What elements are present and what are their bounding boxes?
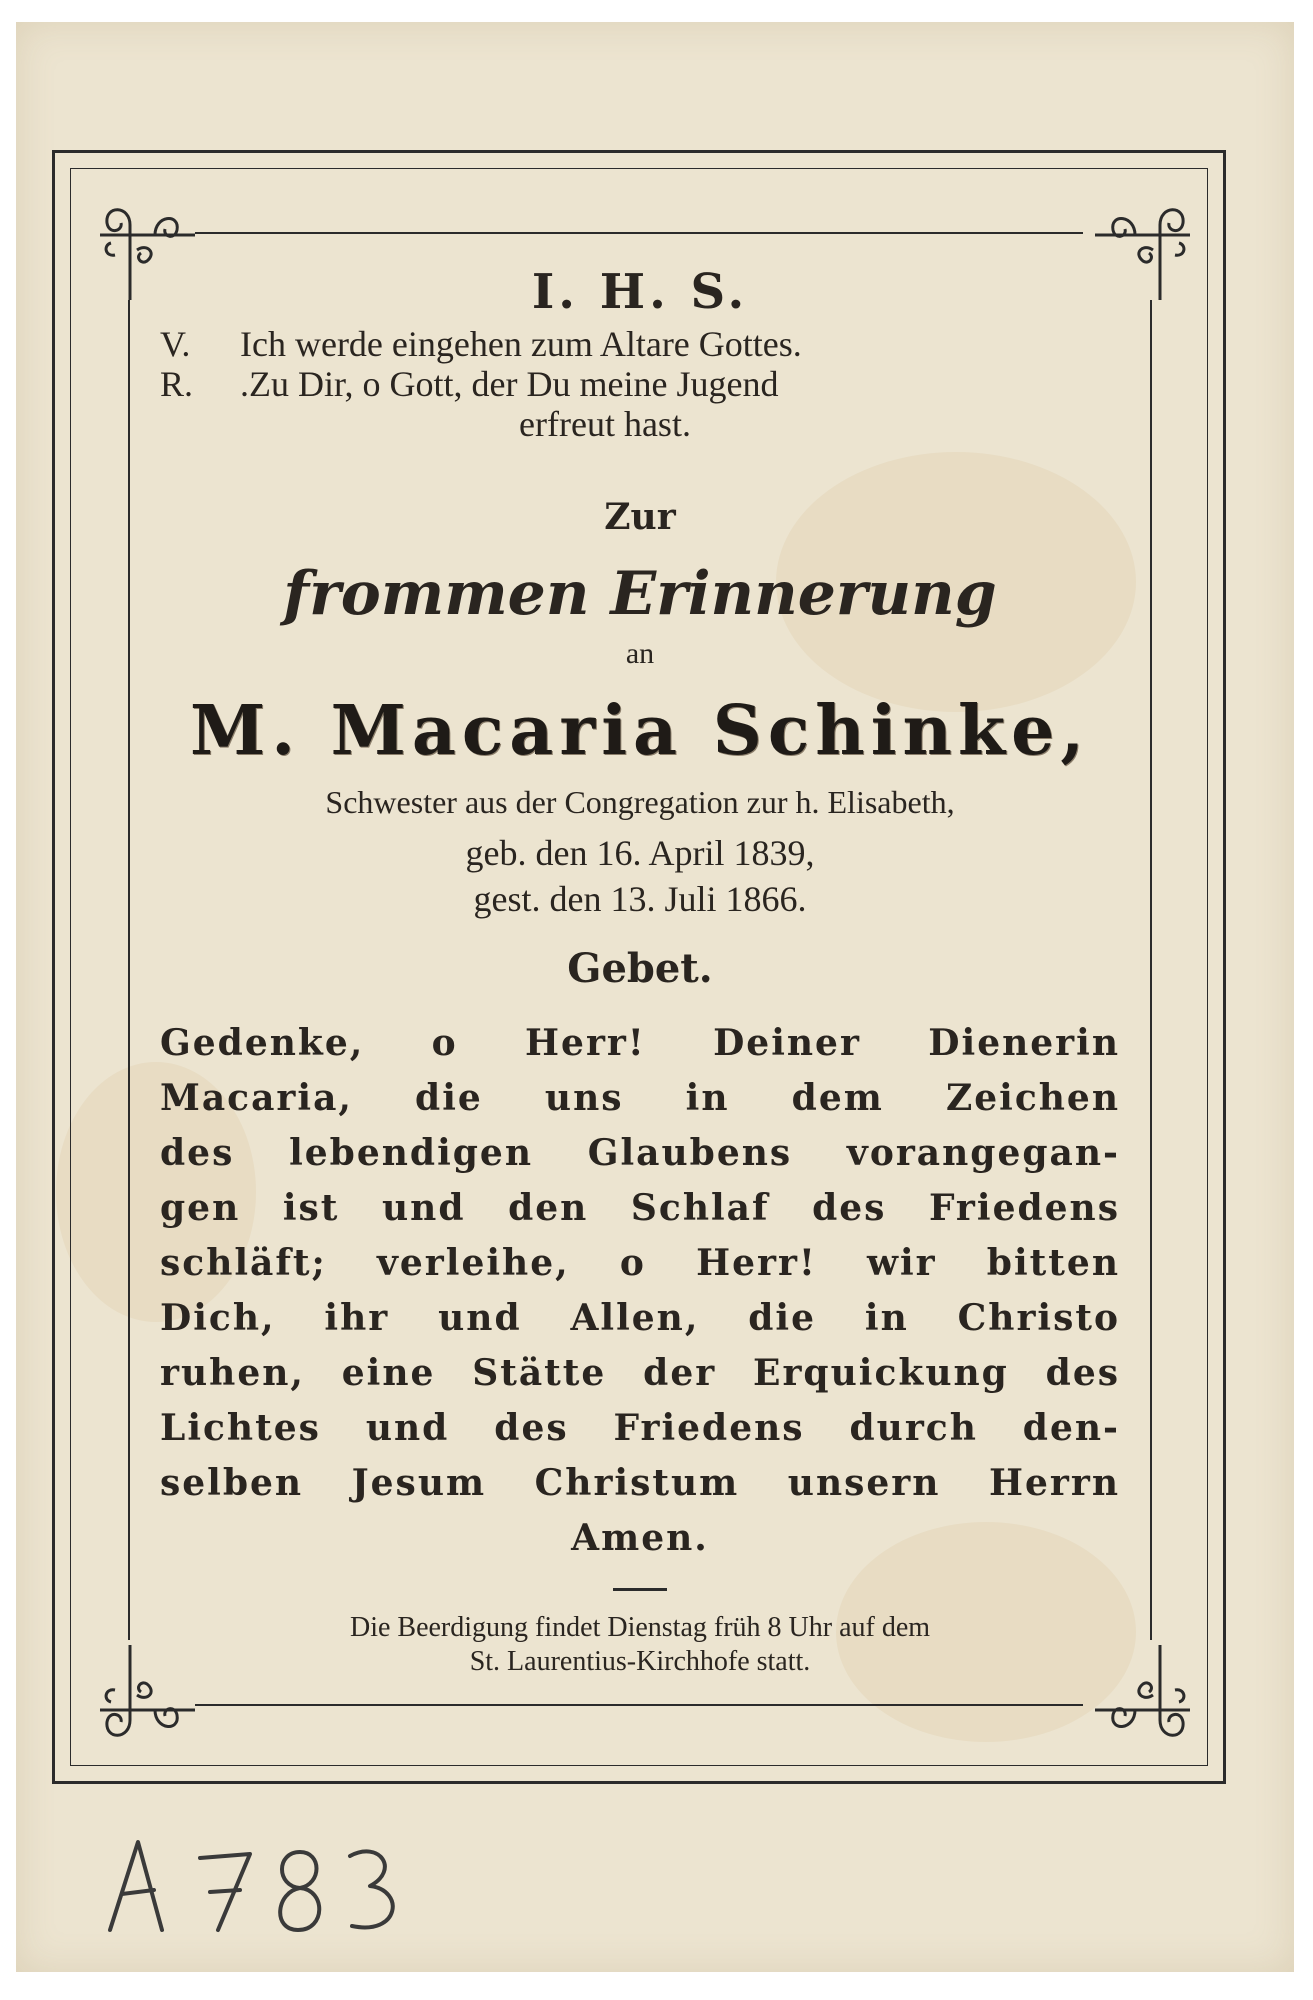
- life-dates: [160, 830, 1120, 922]
- versicle-text: Ich werde eingehen zum Altare Gottes.: [240, 324, 802, 364]
- handwritten-archive-number-icon: [100, 1830, 420, 1940]
- birth-date: geb. den 16. April 1839,: [465, 833, 815, 873]
- prayer-line: Macaria, die uns in dem Zeichen: [160, 1077, 1120, 1119]
- memorial-zur: Zur: [604, 496, 676, 538]
- versicle-line: [160, 324, 1120, 364]
- versicle-mark: V.: [160, 324, 191, 364]
- memorial-heading: frommen Erinnerung: [283, 559, 997, 629]
- prayer-line: des lebendigen Glaubens vorangegan-: [160, 1132, 1120, 1174]
- top-rule: [195, 232, 1083, 234]
- response-continuation: erfreut hast.: [519, 404, 691, 444]
- prayer-line: selben Jesum Christum unsern Herrn: [160, 1462, 1120, 1504]
- prayer-line: ruhen, eine Stätte der Erquickung des: [160, 1352, 1120, 1394]
- prayer-line: Gedenke, o Herr! Deiner Dienerin: [160, 1022, 1120, 1064]
- prayer-line: Dich, ihr und Allen, die in Christo: [160, 1297, 1120, 1339]
- prayer-line: gen ist und den Schlaf des Friedens: [160, 1187, 1120, 1229]
- burial-line: St. Laurentius-Kirchhofe statt.: [469, 1646, 811, 1677]
- burial-line: Die Beerdigung findet Dienstag früh 8 Uhr auf dem: [349, 1612, 931, 1643]
- deceased-name: M. Macaria Schinke,: [189, 691, 1091, 771]
- right-rule: [1150, 300, 1152, 1640]
- response-text: .Zu Dir, o Gott, der Du meine Jugend: [240, 364, 779, 404]
- prayer-text: [160, 1016, 1120, 1566]
- response-mark: R.: [160, 364, 194, 404]
- burial-notice: [160, 1611, 1120, 1679]
- congregation-line: Schwester aus der Congregation zur h. Elisabeth,: [325, 784, 955, 820]
- response-line: [160, 364, 1120, 404]
- memorial-an: an: [625, 637, 655, 670]
- card-content: [160, 260, 1120, 1679]
- death-date: gest. den 13. Juli 1866.: [473, 879, 807, 919]
- ihs-monogram: I. H. S.: [531, 264, 749, 320]
- prayer-line-amen: Amen.: [571, 1517, 709, 1559]
- prayer-line: Lichtes und des Friedens durch den-: [160, 1407, 1120, 1449]
- section-divider: [613, 1588, 667, 1591]
- left-rule: [128, 300, 130, 1640]
- bottom-rule: [195, 1704, 1083, 1706]
- prayer-line: schläft; verleihe, o Herr! wir bitten: [160, 1242, 1120, 1284]
- prayer-title: Gebet.: [567, 945, 713, 992]
